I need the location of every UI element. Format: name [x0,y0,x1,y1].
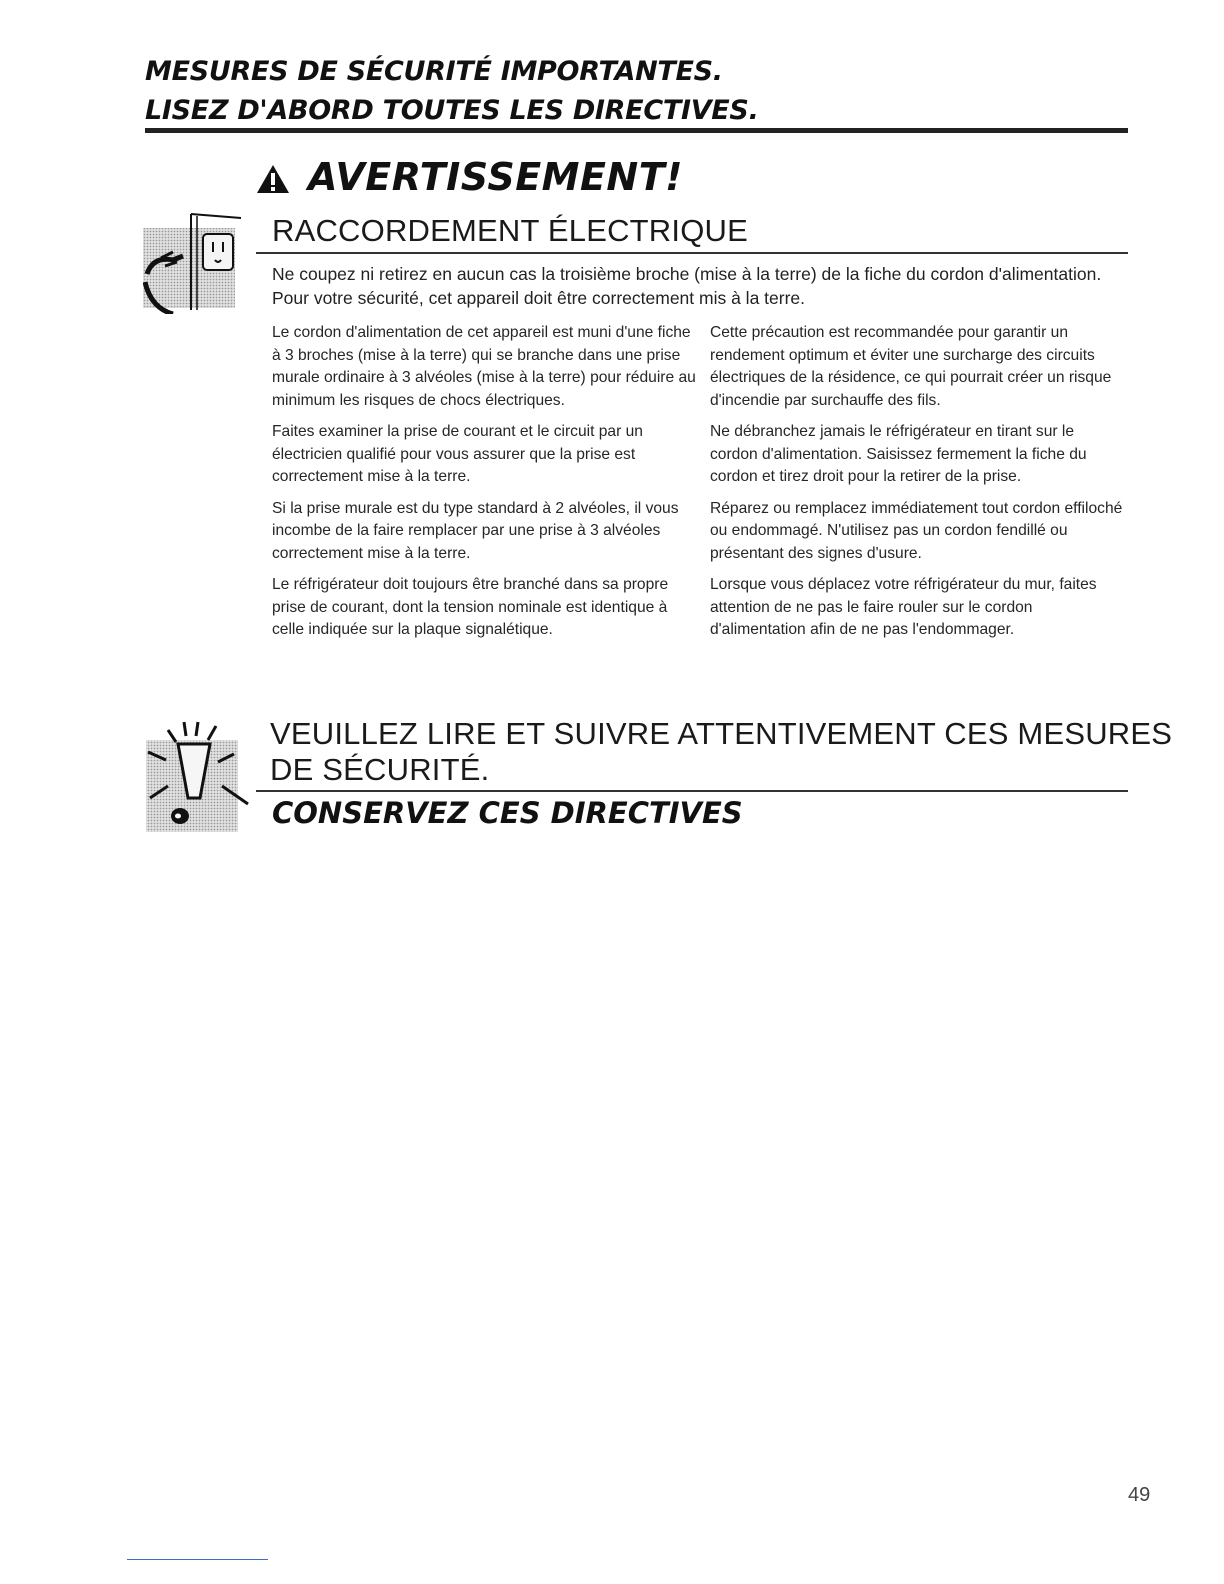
left-paragraph: Le réfrigérateur doit toujours être branché dans sa propre prise de courant, dont la tension nominale est identique à celle indiquée sur la plaque signalétique. [272,576,669,638]
closing-heading-line-1: VEUILLEZ LIRE ET SUIVRE ATTENTIVEMENT CES MESURES [270,716,1173,751]
plug-outlet-icon [143,212,243,314]
left-paragraph: Le cordon d'alimentation de cet appareil est muni d'une fiche à 3 broches (mise à la terre) qui se branche dans une prise murale ordinaire à 3 alvéoles (mise à la terre) pour réduire au minimum les risques de chocs électriques. [272,324,696,409]
electrical-heading: RACCORDEMENT ÉLECTRIQUE [272,213,748,248]
closing-heading-line-2: DE SÉCURITÉ. [270,752,490,787]
left-paragraph: Si la prise murale est du type standard à 2 alvéoles, il vous incombe de la faire remplacer par une prise à 3 alvéoles correctement mise à la terre. [272,499,679,562]
bottom-link-underline [127,1559,268,1560]
electrical-intro: Ne coupez ni retirez en aucun cas la troisième broche (mise à la terre) de la fiche du cordon d'alimentation. Pour votre sécurité, cet appareil doit être correctement mis à la terre. [272,264,1102,308]
right-column [710,322,1125,651]
right-paragraph: Ne débranchez jamais le réfrigérateur en tirant sur le cordon d'alimentation. Saisissez fermement la fiche du cordon et tirez droit pour la retirer de la prise. [710,423,1087,485]
warning-triangle-icon [256,164,290,194]
closing-divider [256,790,1128,792]
right-paragraph: Lorsque vous déplacez votre réfrigérateur du mur, faites attention de ne pas le faire rouler sur le cordon d'alimentation afin de ne pas l'endommager. [710,576,1097,638]
right-paragraph: Réparez ou remplacez immédiatement tout cordon effiloché ou endommagé. N'utilisez pas un cordon fendillé ou présentant des signes d'usure. [710,499,1123,562]
save-directives-heading: CONSERVEZ CES DIRECTIVES [272,796,743,830]
header-divider [145,128,1128,133]
page-title-line-2: LISEZ D'ABORD TOUTES LES DIRECTIVES. [145,95,759,126]
page-number: 49 [1128,1484,1151,1506]
page-title-line-1: MESURES DE SÉCURITÉ IMPORTANTES. [145,56,723,87]
left-paragraph: Faites examiner la prise de courant et le circuit par un électricien qualifié pour vous assurer que la prise est correctement mise à la terre. [272,423,643,485]
warning-heading [256,155,683,199]
electrical-divider [256,252,1128,254]
exclamation-alert-icon [138,720,256,832]
right-paragraph: Cette précaution est recommandée pour garantir un rendement optimum et éviter une surcharge des circuits électriques de la résidence, ce qui pourrait créer un risque d'incendie par surchauffe des fils. [710,324,1112,409]
warning-label: AVERTISSEMENT! [308,155,683,199]
left-column [272,322,702,651]
